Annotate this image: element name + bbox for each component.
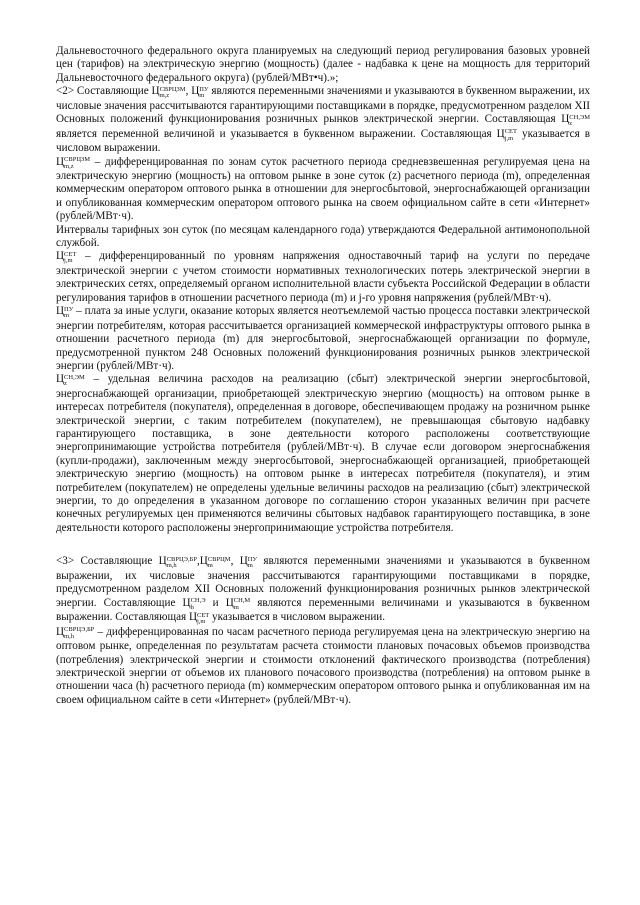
text: – дифференцированная по часам расчетного периода регулируемая цена на электрическую энергию на оптовом рынке, определенная по результатам расчета стоимости плановых почасовых объемов производства (потребления) электрической энергии и стоимости отклонений фактического производства (потребления) электрической энергии от объемов их планового почасового производства (потребления) на оптовом рынке в отношении часа (h) расчетного периода (m) коммерческим оператором оптового рынка и опубликованная им на своем официальном сайте в сети «Интернет» (рублей/МВт·ч). bbox=[56, 625, 590, 706]
footnote-3 bbox=[56, 555, 590, 625]
text: <3> Составляющие bbox=[56, 555, 159, 568]
text: Интервалы тарифных зон суток (по месяцам календарного года) утверждаются Федеральной антимонопольной службой. bbox=[56, 223, 590, 250]
definition-pu bbox=[56, 305, 590, 373]
text: указывается в числовом выражении. bbox=[56, 127, 590, 155]
text: – дифференцированный по уровням напряжения одноставочный тариф на услуги по передаче электрической энергии с учетом стоимости нормативных технологических потерь электрической энергии в электрических сетях, определяемый органом исполнительной власти субъекта Российской Федерации в области регулирования тарифов в отношении расчетного периода (m) и j-го уровня напряжения (рублей/МВт·ч). bbox=[56, 250, 591, 304]
symbol-ts-pu: Ц ПУ m bbox=[239, 555, 258, 570]
footnote-2 bbox=[56, 85, 590, 155]
symbol-ts-snm: Ц СН,М m bbox=[225, 596, 251, 611]
symbol-ts-svrceb: Ц СВРЦЭ,БР m,h bbox=[56, 625, 95, 640]
symbol-ts-svrczm: Ц СВРЦЗМ m,z bbox=[56, 155, 91, 170]
text: являются переменными значениями и указываются в буквенном выражении, их числовые значения рассчитываются гарантирующими поставщиками в порядке, предусмотренном разделом XII Основных положений функционирования розничных рынков электрической энергии. Составляющая bbox=[56, 85, 591, 126]
symbol-ts-svrczm: Ц СВРЦЗМ m,z bbox=[151, 85, 186, 100]
text: является переменной величиной и указывается в буквенном выражении. Составляющая bbox=[56, 127, 497, 140]
symbol-ts-svrcm: Ц СВРЦМ m bbox=[199, 555, 231, 570]
text: , bbox=[230, 555, 240, 568]
text: и bbox=[205, 596, 226, 609]
symbol-ts-pu: Ц ПУ m bbox=[56, 305, 74, 320]
paragraph bbox=[56, 224, 590, 251]
text: указывается в числовом выражении. bbox=[209, 611, 386, 624]
symbol-ts-svrceb: Ц СВРЦЭ,БР m,h bbox=[158, 555, 197, 570]
definition-set bbox=[56, 250, 590, 305]
definition-svrceb bbox=[56, 626, 590, 708]
paragraph-text: Дальневосточного федерального округа планируемых на следующий период регулирования базовых уровней цен (тарифов) на электрическую энергию (мощность) (далее - надбавка к цене на мощность для территорий Дальневосточного федерального округа) (рублей/МВт•ч).»; bbox=[56, 45, 590, 84]
text: являются переменными значениями и указываются в буквенном выражении, их числовые значения рассчитываются гарантирующими поставщиками в порядке, предусмотренном разделом XII Основных положений функционирования розничных рынков электрической энергии. Составляющие bbox=[56, 555, 590, 609]
text: , bbox=[196, 555, 200, 568]
text: , bbox=[185, 85, 192, 98]
text: <2> Составляющие bbox=[56, 85, 152, 98]
document-page bbox=[56, 45, 590, 707]
symbol-ts-set: Ц СЕТ j,m bbox=[496, 127, 517, 142]
text: – удельная величина расходов на реализацию (сбыт) электрической энергии энергосбытовой, энергоснабжающей организации, приобретающей электрическую энергию (мощность) на оптовом рынке в интересах потребителя (покупателя), определенная в договоре, обеспечивающем продажу на розничном рынке электрической энергии, с таким потребителем (покупателем), не превышающая сбытовую надбавку гарантирующего поставщика, в зоне деятельности которого расположены соответствующие энергопринимающие устройства потребителя (рублей/МВт·ч). В случае если договором энергоснабжения (купли-продажи), заключенным между энергосбытовой, энергоснабжающей организацией, приобретающей электрическую энергию (мощность) на оптовом рынке в интересах потребителя (покупателя), и этим потребителем (покупателем) не определены удельные величины расходов на реализацию (сбыт) электрической энергии, то до определения в указанном договоре по соглашению сторон указанных величин при расчете конечных регулируемых цен применяются величины сбытовых надбавок гарантирующего поставщика, в зоне деятельности которого расположены энергопринимающие устройства потребителя. bbox=[56, 373, 590, 534]
symbol-ts-snem: Ц СН,ЭМ z bbox=[561, 113, 590, 128]
symbol-ts-snem: Ц СН,ЭМ z bbox=[56, 373, 85, 388]
spacer bbox=[56, 535, 590, 555]
symbol-ts-set: Ц СЕТ j,m bbox=[188, 611, 210, 626]
text: – плата за иные услуги, оказание которых является неотъемлемой частью процесса поставки электрической энергии потребителям, которая рассчитывается организацией коммерческой инфраструктуры оптового рынка в отношении расчетного периода (m) для энергосбытовой, энергоснабжающей организации по формуле, предусмотренной пунктом 248 Основных положений функционирования розничных рынков электрической энергии (рублей/МВт·ч). bbox=[56, 305, 590, 372]
symbol-ts-pu: Ц ПУ m bbox=[191, 85, 209, 100]
symbol-ts-snz: Ц СН,Э h bbox=[182, 596, 206, 611]
text: являются переменными величинами и указываются в буквенном выражении. Составляющая bbox=[56, 596, 590, 624]
definition-snem bbox=[56, 373, 590, 535]
text: – дифференцированная по зонам суток расчетного периода средневзвешенная регулируемая цена на электрическую энергию (мощность) на оптовом рынке в зоне суток (z) расчетного периода (m), определенная коммерческим оператором оптового рынка в отношении для энергосбытовой, энергоснабжающей организации и опубликованная коммерческим оператором оптового рынка на своем официальном сайте в сети «Интернет» (рублей/МВт·ч). bbox=[56, 155, 590, 223]
symbol-ts-set: Ц СЕТ j,m bbox=[56, 250, 77, 265]
paragraph bbox=[56, 45, 590, 85]
definition-svrczm bbox=[56, 156, 590, 224]
